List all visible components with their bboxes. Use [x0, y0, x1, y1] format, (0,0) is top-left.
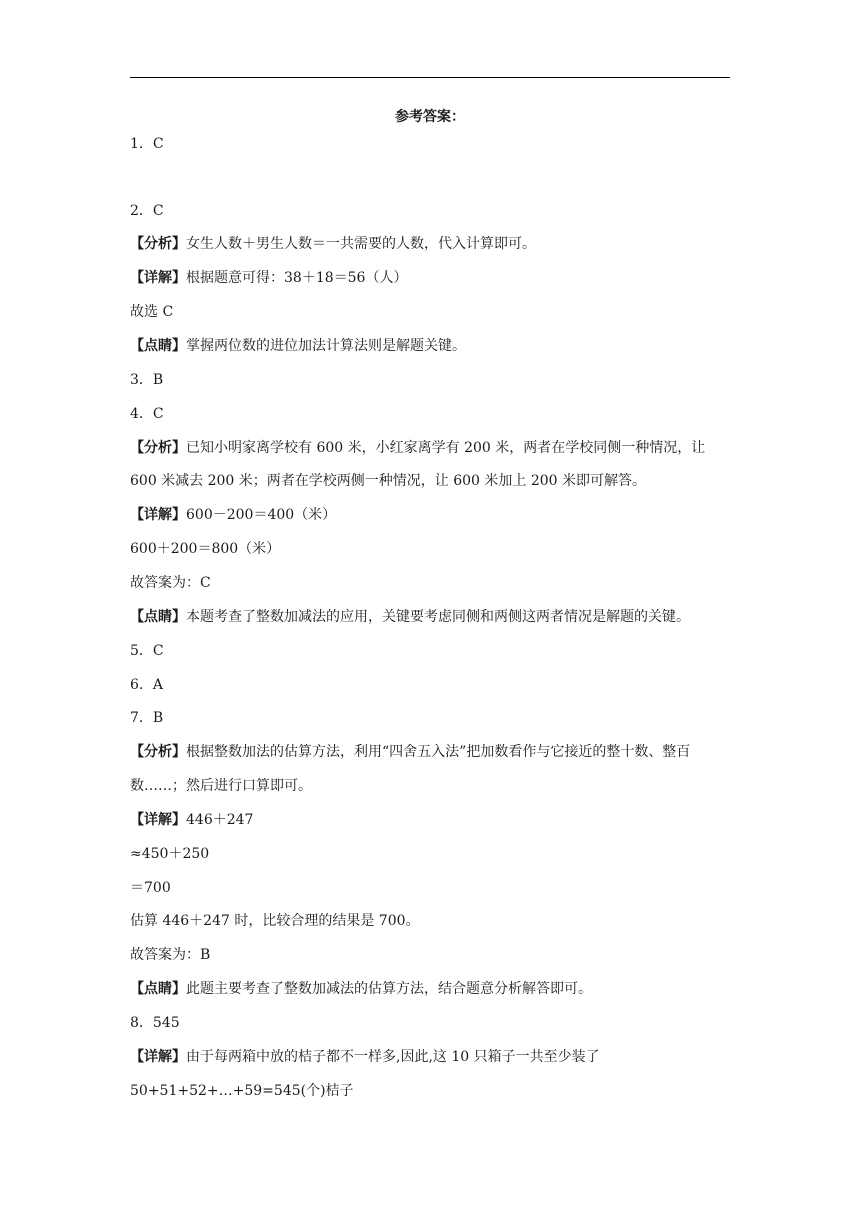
detail-line: 【详解】根据题意可得：38＋18＝56（人）	[130, 270, 408, 286]
comment-line: 【点睛】本题考查了整数加减法的应用，关键要考虑同侧和两侧这两者情况是解题的关键。	[130, 609, 690, 625]
detail-line: 50+51+52+…+59=545(个)桔子	[130, 1083, 354, 1099]
analysis-line: 数……；然后进行口算即可。	[130, 778, 312, 794]
detail-line: 600＋200＝800（米）	[130, 541, 281, 557]
analysis-line: 【分析】根据整数加法的估算方法，利用“四舍五入法”把加数看作与它接近的整十数、整百	[130, 744, 691, 760]
answer-line: 4．C	[130, 406, 164, 422]
detail-line: 【详解】446＋247	[130, 812, 254, 828]
analysis-line: 600 米减去 200 米；两者在学校两侧一种情况，让 600 米加上 200 米即可解答。	[130, 473, 647, 489]
detail-line: 估算 446＋247 时，比较合理的结果是 700。	[130, 913, 420, 929]
answer-line: 故选 C	[130, 304, 174, 320]
header-divider	[130, 77, 730, 78]
comment-line: 【点睛】掌握两位数的进位加法计算法则是解题关键。	[130, 338, 466, 354]
answer-line: 7．B	[130, 710, 164, 726]
detail-line: 【详解】由于每两箱中放的桔子都不一样多,因此,这 10 只箱子一共至少装了	[130, 1049, 600, 1065]
answer-line: 2．C	[130, 203, 164, 219]
analysis-line: 【分析】已知小明家离学校有 600 米，小红家离学有 200 米，两者在学校同侧一种情况，让	[130, 440, 706, 456]
answer-line: 3．B	[130, 372, 164, 388]
answer-line: 故答案为：B	[130, 947, 211, 963]
comment-line: 【点睛】此题主要考查了整数加减法的估算方法，结合题意分析解答即可。	[130, 981, 592, 997]
answer-line: 5．C	[130, 643, 164, 659]
detail-line: ＝700	[130, 880, 171, 896]
analysis-line: 【分析】女生人数＋男生人数＝一共需要的人数，代入计算即可。	[130, 236, 536, 252]
answer-line: 1．C	[130, 136, 164, 152]
detail-line: ≈450＋250	[130, 846, 210, 862]
answer-line: 6．A	[130, 677, 164, 693]
detail-line: 【详解】600－200＝400（米）	[130, 507, 337, 523]
answer-line: 故答案为：C	[130, 575, 211, 591]
page-title: 参考答案：	[395, 109, 465, 125]
answer-line: 8．545	[130, 1015, 180, 1031]
